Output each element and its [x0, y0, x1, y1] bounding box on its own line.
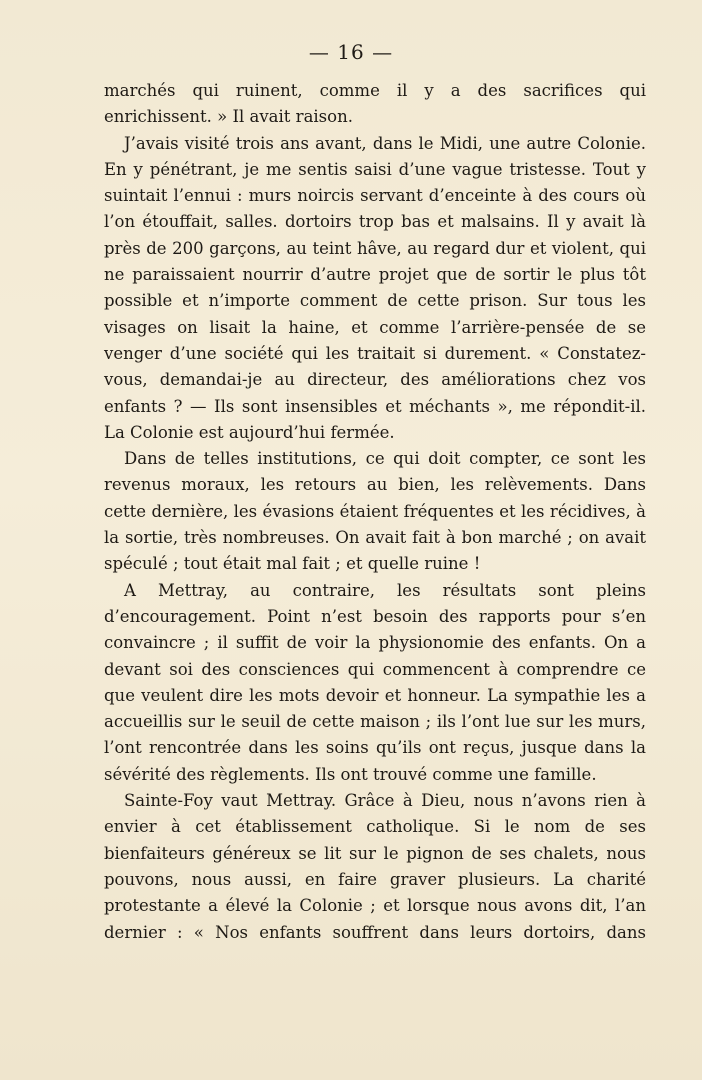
paragraph-4: A Mettray, au contraire, les résultats sont pleins d’encouragement. Point n’est besoin des rapports pour s’en convaincre ; il suffit de voir la physionomie des enfants. On a devant soi des consciences qui commencent à comprendre ce que veulent dire les mots devoir et honneur. La sympathie les a accueillis sur le seuil de cette maison ; ils l’ont lue sur les murs, l’ont rencontrée dans les soins qu’ils ont reçus, jusque dans la sévérité des règlements. Ils ont trouvé comme une famille.: [104, 580, 646, 784]
paragraph-3: Dans de telles institutions, ce qui doit compter, ce sont les revenus moraux, les retours au bien, les relèvements. Dans cette dernière, les évasions étaient fréquentes et les récidives, à la sortie, très nombreuses. On avait fait à bon marché ; on avait spéculé ; tout était mal fait ; et quelle ruine !: [104, 449, 646, 574]
body-text: [104, 78, 646, 946]
paragraph-1: marchés qui ruinent, comme il y a des sacrifices qui enrichissent. » Il avait raison.: [104, 81, 646, 127]
paragraph-5: Sainte-Foy vaut Mettray. Grâce à Dieu, nous n’avons rien à envier à cet établissement catholique. Si le nom de ses bienfaiteurs généreux se lit sur le pignon de ses chalets, nous pouvons, nous aussi, en faire graver plusieurs. La charité protestante a élevé la Colonie ; et lorsque nous avons dit, l’an dernier : « Nos enfants souffrent dans leurs dortoirs, dans: [104, 791, 646, 942]
page-number: — 16 —: [308, 40, 394, 64]
paragraph-2: J’avais visité trois ans avant, dans le Midi, une autre Colonie. En y pénétrant, je me sentis saisi d’une vague tristesse. Tout y suintait l’ennui : murs noircis servant d’enceinte à des cours où l’on étouffait, salles. dortoirs trop bas et malsains. Il y avait là près de 200 garçons, au teint hâve, au regard dur et violent, qui ne paraissaient nourrir d’autre projet que de sortir le plus tôt possible et n’importe comment de cette prison. Sur tous les visages on lisait la haine, et comme l’arrière-pensée de se venger d’une société qui les traitait si durement. « Constatez-vous, demandai-je au directeur, des améliorations chez vos enfants ? — Ils sont insensibles et méchants », me répondit-il. La Colonie est aujourd’hui fermée.: [104, 133, 646, 442]
